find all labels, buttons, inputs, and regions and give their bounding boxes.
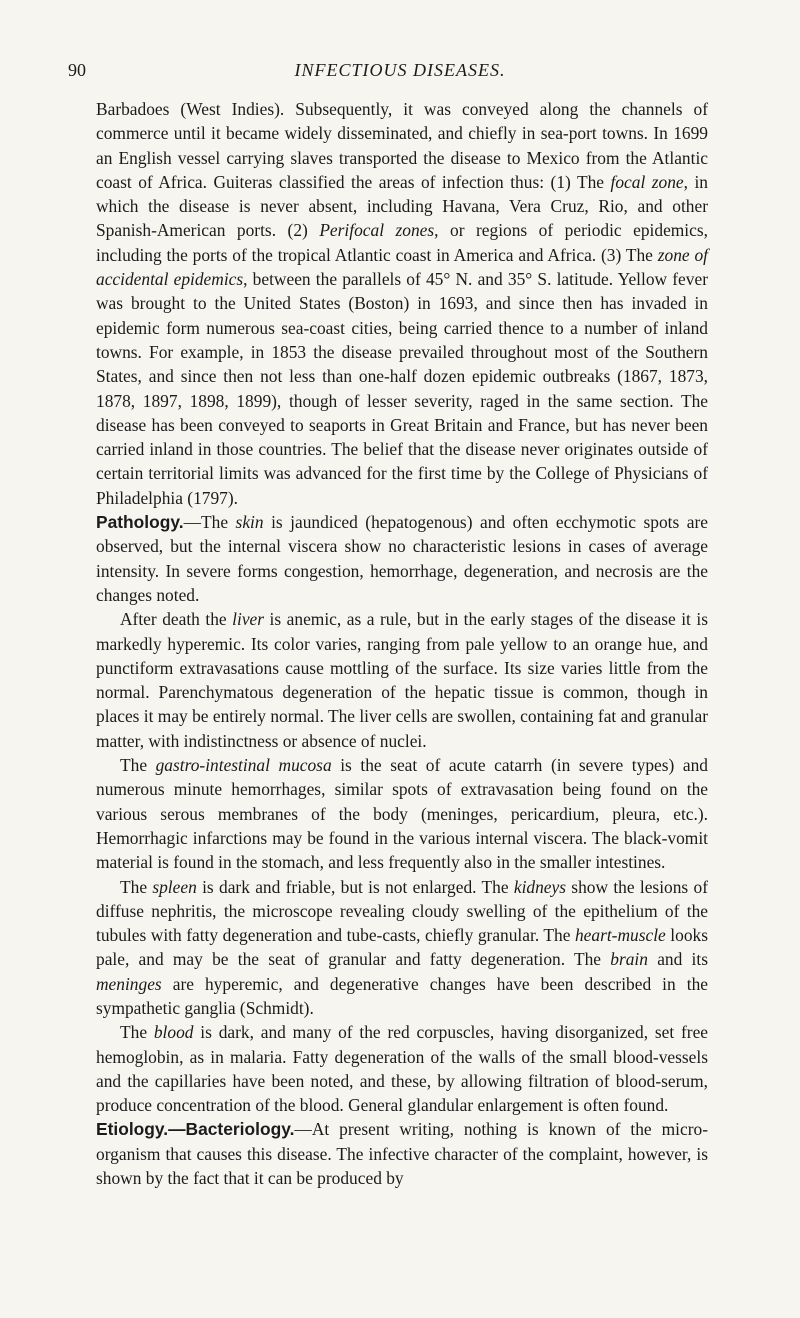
page-header [68,58,732,82]
paragraph-etiology: Etiology.—Bacteriology.—At present writing, nothing is known of the micro-organism that causes this disease. The infective character of the complaint, however, is shown by the fact that it can be produced by [96,1119,708,1189]
page-number: 90 [68,60,86,80]
paragraph-gastro-intestinal: The gastro-intestinal mucosa is the seat of acute catarrh (in severe types) and numerous minute hemorrhages, similar spots of extravasation being found on the various serous membranes of the body (meninges, pericardium, pleura, etc.). Hemorrhagic infarctions may be found in the various internal viscera. The black-vomit material is found in the stomach, and less frequently also in the smaller intestines. [96,755,708,873]
paragraph-liver: After death the liver is anemic, as a rule, but in the early stages of the disease it is markedly hyperemic. Its color varies, ranging from pale yellow to an orange hue, and punctiform extravasations cause mottling of the surface. Its size varies little from the normal. Parenchymatous degeneration of the hepatic tissue is common, though in places it may be entirely normal. The liver cells are swollen, containing fat and granular matter, with indistinctness or absence of nuclei. [96,609,708,751]
paragraph-yellow-fever-history: Barbadoes (West Indies). Subsequently, it was conveyed along the channels of commerce until it became widely disseminated, and chiefly in sea-port towns. In 1699 an English vessel carrying slaves transported the disease to Mexico from the Atlantic coast of Africa. Guiteras classified the areas of infection thus: (1) The focal zone, in which the disease is never absent, including Havana, Vera Cruz, Rio, and other Spanish-American ports. (2) Perifocal zones, or regions of periodic epidemics, including the ports of the tropical Atlantic coast in America and Africa. (3) The zone of accidental epidemics, between the parallels of 45° N. and 35° S. latitude. Yellow fever was brought to the United States (Boston) in 1693, and since then has invaded in epidemic form numerous sea-coast cities, being carried thence to a number of inland towns. For example, in 1853 the disease prevailed throughout most of the Southern States, and since then not less than one-half dozen epidemic outbreaks (1867, 1873, 1878, 1897, 1898, 1899), though of lesser severity, raged in the same section. The disease has been conveyed to seaports in Great Britain and France, but has never been carried inland in those countries. The belief that the disease never originates outside of certain territorial limits was advanced for the first time by the College of Physicians of Philadelphia (1797). [96,99,708,508]
bacteriology-heading: Bacteriology. [185,1119,295,1140]
running-title: INFECTIOUS DISEASES. [294,60,506,80]
paragraph-spleen-kidneys: The spleen is dark and friable, but is not enlarged. The kidneys show the lesions of diffuse nephritis, the microscope revealing cloudy swelling of the epithelium of the tubules with fatty degeneration and tube-casts, chiefly granular. The heart-muscle looks pale, and may be the seat of granular and fatty degeneration. The brain and its meninges are hyperemic, and degenerative changes have been described in the sympathetic ganglia (Schmidt). [96,876,708,1018]
etiology-heading: Etiology. [96,1119,169,1140]
page-body [96,97,708,1190]
pathology-heading: Pathology. [96,512,184,533]
paragraph-pathology: Pathology.—The skin is jaundiced (hepatogenous) and often ecchymotic spots are observed, but the internal viscera show no characteristic lesions in cases of average intensity. In severe forms congestion, hemorrhage, degeneration, and necrosis are the changes noted. [96,512,708,605]
paragraph-blood: The blood is dark, and many of the red corpuscles, having disorganized, set free hemoglobin, as in malaria. Fatty degeneration of the walls of the small blood-vessels and the capillaries have been noted, and these, by allowing filtration of blood-serum, produce concentration of the blood. General glandular enlargement is often found. [96,1022,709,1116]
